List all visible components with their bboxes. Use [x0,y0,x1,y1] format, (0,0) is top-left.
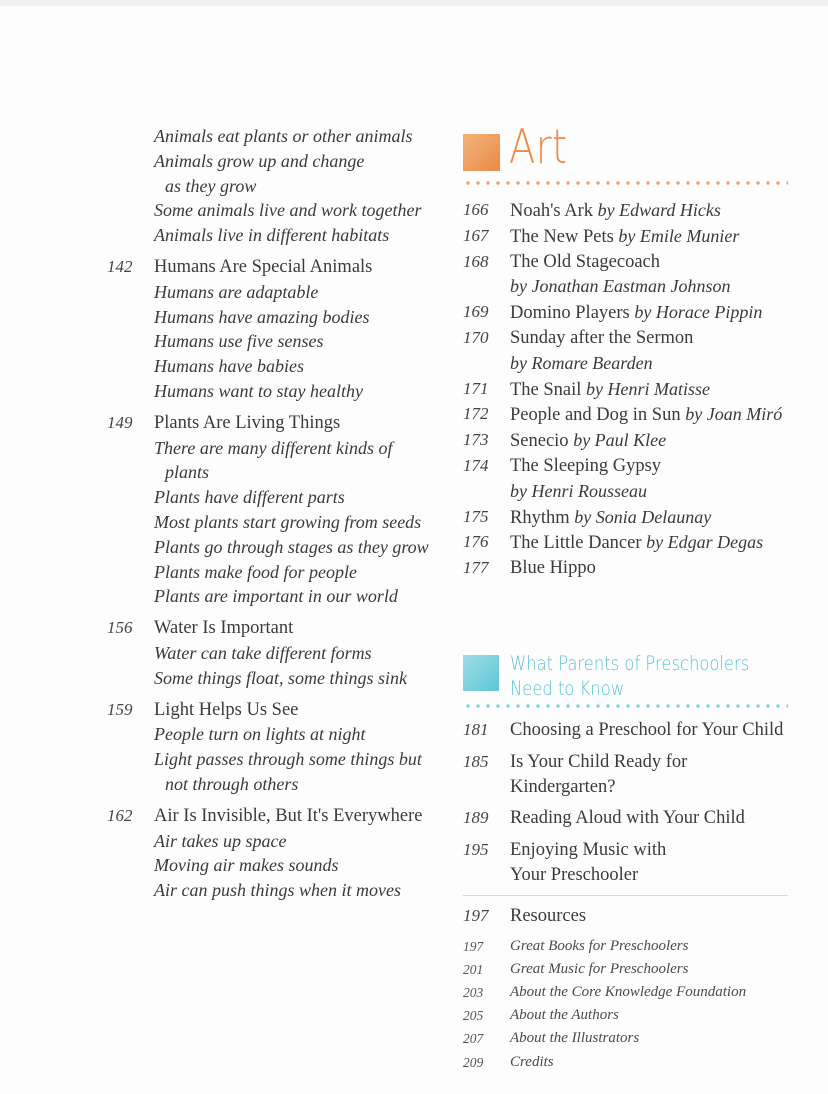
subtopic-item-continued [154,460,447,485]
artwork-entry [510,454,661,505]
right-column [463,120,793,1074]
resources-entry [463,904,793,929]
art-heading: Art [509,120,568,175]
artist-credit: by Emile Munier [618,225,740,246]
page-number: 177 [463,558,489,578]
resources-title: Resources [510,905,587,926]
page-number: 176 [463,532,489,552]
subtopic-item: Plants are important in our world [154,586,398,607]
page-number: 197 [463,938,484,954]
artwork-title: Blue Hippo [510,558,596,579]
dotted-divider [463,703,788,709]
artist-credit: by Paul Klee [573,430,667,451]
topic-title: Light Helps Us See [154,699,299,720]
art-entry [463,300,793,326]
page-number: 185 [463,751,489,771]
divider [463,895,788,896]
subtopic-item: Water can take different forms [154,642,372,663]
dotted-divider [463,180,788,186]
parents-heading-line2: Need to Know [510,676,625,700]
resource-title: Credits [510,1053,554,1070]
subtopic-item: Plants make food for people [154,561,357,582]
artwork-entry [510,428,666,454]
art-entry [463,556,793,581]
topic-row [107,698,447,723]
page-number: 168 [463,251,489,271]
artwork-entry [510,530,763,556]
subtopic-item: People turn on lights at night [154,724,366,745]
subtopic-item: Moving air makes sounds [154,855,339,876]
page-number: 174 [463,455,489,475]
resource-item [463,1027,793,1050]
subtopic-item: Plants have different parts [154,487,345,508]
topic-row [107,411,447,436]
art-entry [463,402,793,428]
artist-credit: by Horace Pippin [634,302,763,323]
topic-title: Humans Are Special Animals [154,256,373,277]
page-number: 156 [107,618,133,638]
resource-item [463,1004,793,1027]
page-number: 149 [107,412,133,432]
subtopic-item: Humans use five senses [154,331,324,352]
art-entry [463,377,793,403]
artist-credit: by Sonia Delaunay [574,506,712,527]
resource-title: About the Core Knowledge Foundation [510,983,747,1000]
artwork-title: Sunday after the Sermon [510,327,694,348]
page-number: 195 [463,840,489,860]
subtopic-item: Humans have babies [154,356,304,377]
artwork-entry [510,377,710,403]
resource-title: About the Authors [510,1007,619,1024]
parents-entry [463,718,793,743]
resource-item [463,1051,793,1074]
parents-entry [463,838,793,888]
topic-water [107,616,447,690]
parents-heading-line1: What Parents of Preschoolers [510,651,750,675]
topic-row [107,255,447,280]
artwork-entry [510,326,693,377]
resource-item [463,935,793,958]
artist-credit: by Jonathan Eastman Johnson [510,276,731,297]
artwork-title: Noah's Ark [510,201,593,221]
art-section-header [463,120,793,175]
page-number: 162 [107,805,133,825]
subtopic-continuation: plants [165,462,210,483]
page-number: 159 [107,699,133,719]
artwork-title: Domino Players [510,303,630,324]
artwork-title: Senecio [510,431,569,452]
parents-list [463,718,793,1074]
artwork-entry [510,198,721,224]
subtopic-item-continued [154,174,447,199]
artist-credit: by Joan Miró [685,404,783,425]
subtopic-continuation: not through others [165,773,299,794]
page-number: 142 [107,256,133,276]
topic-row [107,804,447,829]
page-number: 173 [463,430,489,450]
parents-entry-title: Reading Aloud with Your Child [510,808,745,829]
subtopic-item: Most plants start growing from seeds [154,511,422,532]
subtopic-item: Animals grow up and change [154,150,365,171]
artwork-entry [510,250,730,301]
art-entry [463,224,793,250]
page-number: 167 [463,225,489,245]
page-number: 171 [463,378,489,398]
resource-title: About the Illustrators [510,1030,640,1047]
parents-entry-line1: Enjoying Music with [510,840,667,861]
art-entry [463,454,793,505]
parents-entry [463,750,793,800]
artwork-title: The Sleeping Gypsy [510,455,662,476]
artist-credit: by Henri Rousseau [510,480,647,501]
parents-entry-title: Is Your Child Ready for Kindergarten? [510,751,688,797]
parents-section-header [463,647,793,703]
subtopic-item: Air can push things when it moves [154,880,401,901]
subtopic-item: Humans are adaptable [154,281,319,302]
artist-credit: by Edward Hicks [597,200,721,220]
artwork-title: The Snail [510,379,582,400]
topic-light [107,698,447,797]
artwork-title: Rhythm [510,507,570,528]
page-number: 170 [463,327,489,347]
subtopic-item: Some things float, some things sink [154,667,407,688]
topic-title: Plants Are Living Things [154,412,341,433]
left-column [107,124,447,910]
subtopic-item: Air takes up space [154,830,287,851]
subtopic-continuation: as they grow [165,175,257,196]
art-entry [463,530,793,556]
artwork-entry [510,505,711,531]
subtopic-item: Animals live in different habitats [154,225,390,246]
art-entry [463,326,793,377]
subtopic-item-continued [154,772,447,797]
parents-entry-title [510,838,666,888]
art-entry [463,505,793,531]
parents-entry-title: Choosing a Preschool for Your Child [510,719,784,740]
page-number: 189 [463,808,489,828]
parents-heading [510,651,749,701]
subtopic-item: Light passes through some things but [154,749,422,770]
topic-humans [107,255,447,404]
teal-square-icon [463,655,499,691]
page-number: 175 [463,506,489,526]
artist-credit: by Romare Bearden [510,352,653,373]
page-number: 201 [463,961,484,977]
page-number: 166 [463,200,489,219]
artist-credit: by Edgar Degas [646,532,764,553]
art-entry [463,198,793,224]
page-number: 207 [463,1031,484,1047]
resource-item [463,958,793,981]
art-entry [463,428,793,454]
page-number: 205 [463,1008,484,1024]
resource-item [463,981,793,1004]
subtopic-item: There are many different kinds of [154,437,393,458]
artwork-entry [510,224,739,250]
subtopic-item: Humans have amazing bodies [154,306,370,327]
artwork-title: The Old Stagecoach [510,251,660,272]
artist-credit: by Henri Matisse [586,378,711,399]
orange-square-icon [463,134,500,171]
subtopic-item: Animals eat plants or other animals [154,126,413,146]
page-number: 209 [463,1054,484,1070]
topic-title: Water Is Important [154,618,294,639]
top-edge [0,0,828,6]
page-number: 169 [463,302,489,322]
artwork-entry [510,300,762,326]
parents-entry [463,806,793,831]
artwork-title: The New Pets [510,226,614,247]
page-number: 181 [463,719,489,739]
artwork-entry [510,402,782,428]
subtopic-item: Plants go through stages as they grow [154,536,429,557]
topic-row [107,616,447,641]
subtopic-item: Humans want to stay healthy [154,380,363,401]
art-list [463,198,793,581]
page-number: 197 [463,905,489,925]
resource-title: Great Books for Preschoolers [510,937,689,954]
page-number: 172 [463,404,489,424]
topic-title: Air Is Invisible, But It's Everywhere [154,805,423,826]
artwork-title: The Little Dancer [510,533,642,554]
artwork-title: People and Dog in Sun [510,405,681,426]
parents-entry-line2: Your Preschooler [510,864,639,885]
subtopic-item: Some animals live and work together [154,200,422,221]
topic-animals-continued [107,124,447,248]
art-entry [463,250,793,301]
topic-plants [107,411,447,609]
artwork-entry [510,556,596,581]
topic-air [107,804,447,903]
resource-title: Great Music for Preschoolers [510,960,689,977]
page-number: 203 [463,984,484,1000]
